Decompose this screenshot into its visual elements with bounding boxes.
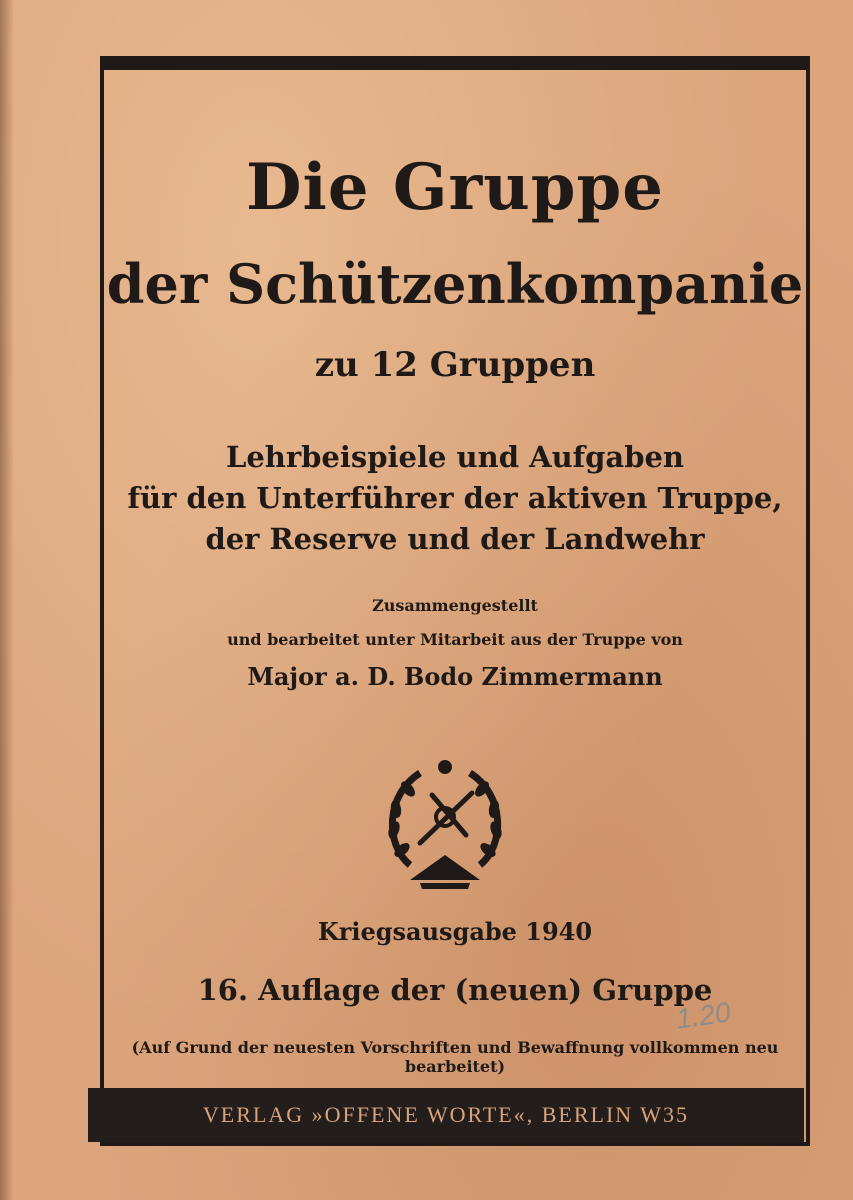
compiled-line-2: und bearbeitet unter Mitarbeit aus der Truppe von: [227, 630, 683, 649]
subtitle-line-2: für den Unterführer der aktiven Truppe,: [127, 481, 783, 515]
title-line-3: zu 12 Gruppen: [314, 345, 596, 385]
publisher-name: VERLAG »OFFENE WORTE«, BERLIN W35: [202, 1102, 690, 1127]
title-line-2: der Schützenkompanie: [106, 252, 804, 316]
subtitle-line-3: der Reserve und der Landwehr: [205, 522, 705, 556]
pencil-mark: 1.20: [674, 996, 733, 1035]
edition-label: Kriegsausgabe 1940: [317, 917, 593, 946]
title-line-1: Die Gruppe: [246, 150, 664, 225]
spine-shadow: [0, 0, 14, 1200]
printing-label: 16. Auflage der (neuen) Gruppe: [197, 973, 713, 1007]
wreath-emblem-icon: [380, 755, 510, 890]
revision-note: (Auf Grund der neuesten Vorschriften und Bewaffnung vollkommen neu bearbeitet): [131, 1038, 779, 1076]
top-rule: [100, 56, 810, 70]
subtitle-line-1: Lehrbeispiele und Aufgaben: [225, 440, 685, 474]
compiled-line-1: Zusammengestellt: [372, 596, 538, 615]
author-name: Major a. D. Bodo Zimmermann: [247, 662, 663, 691]
